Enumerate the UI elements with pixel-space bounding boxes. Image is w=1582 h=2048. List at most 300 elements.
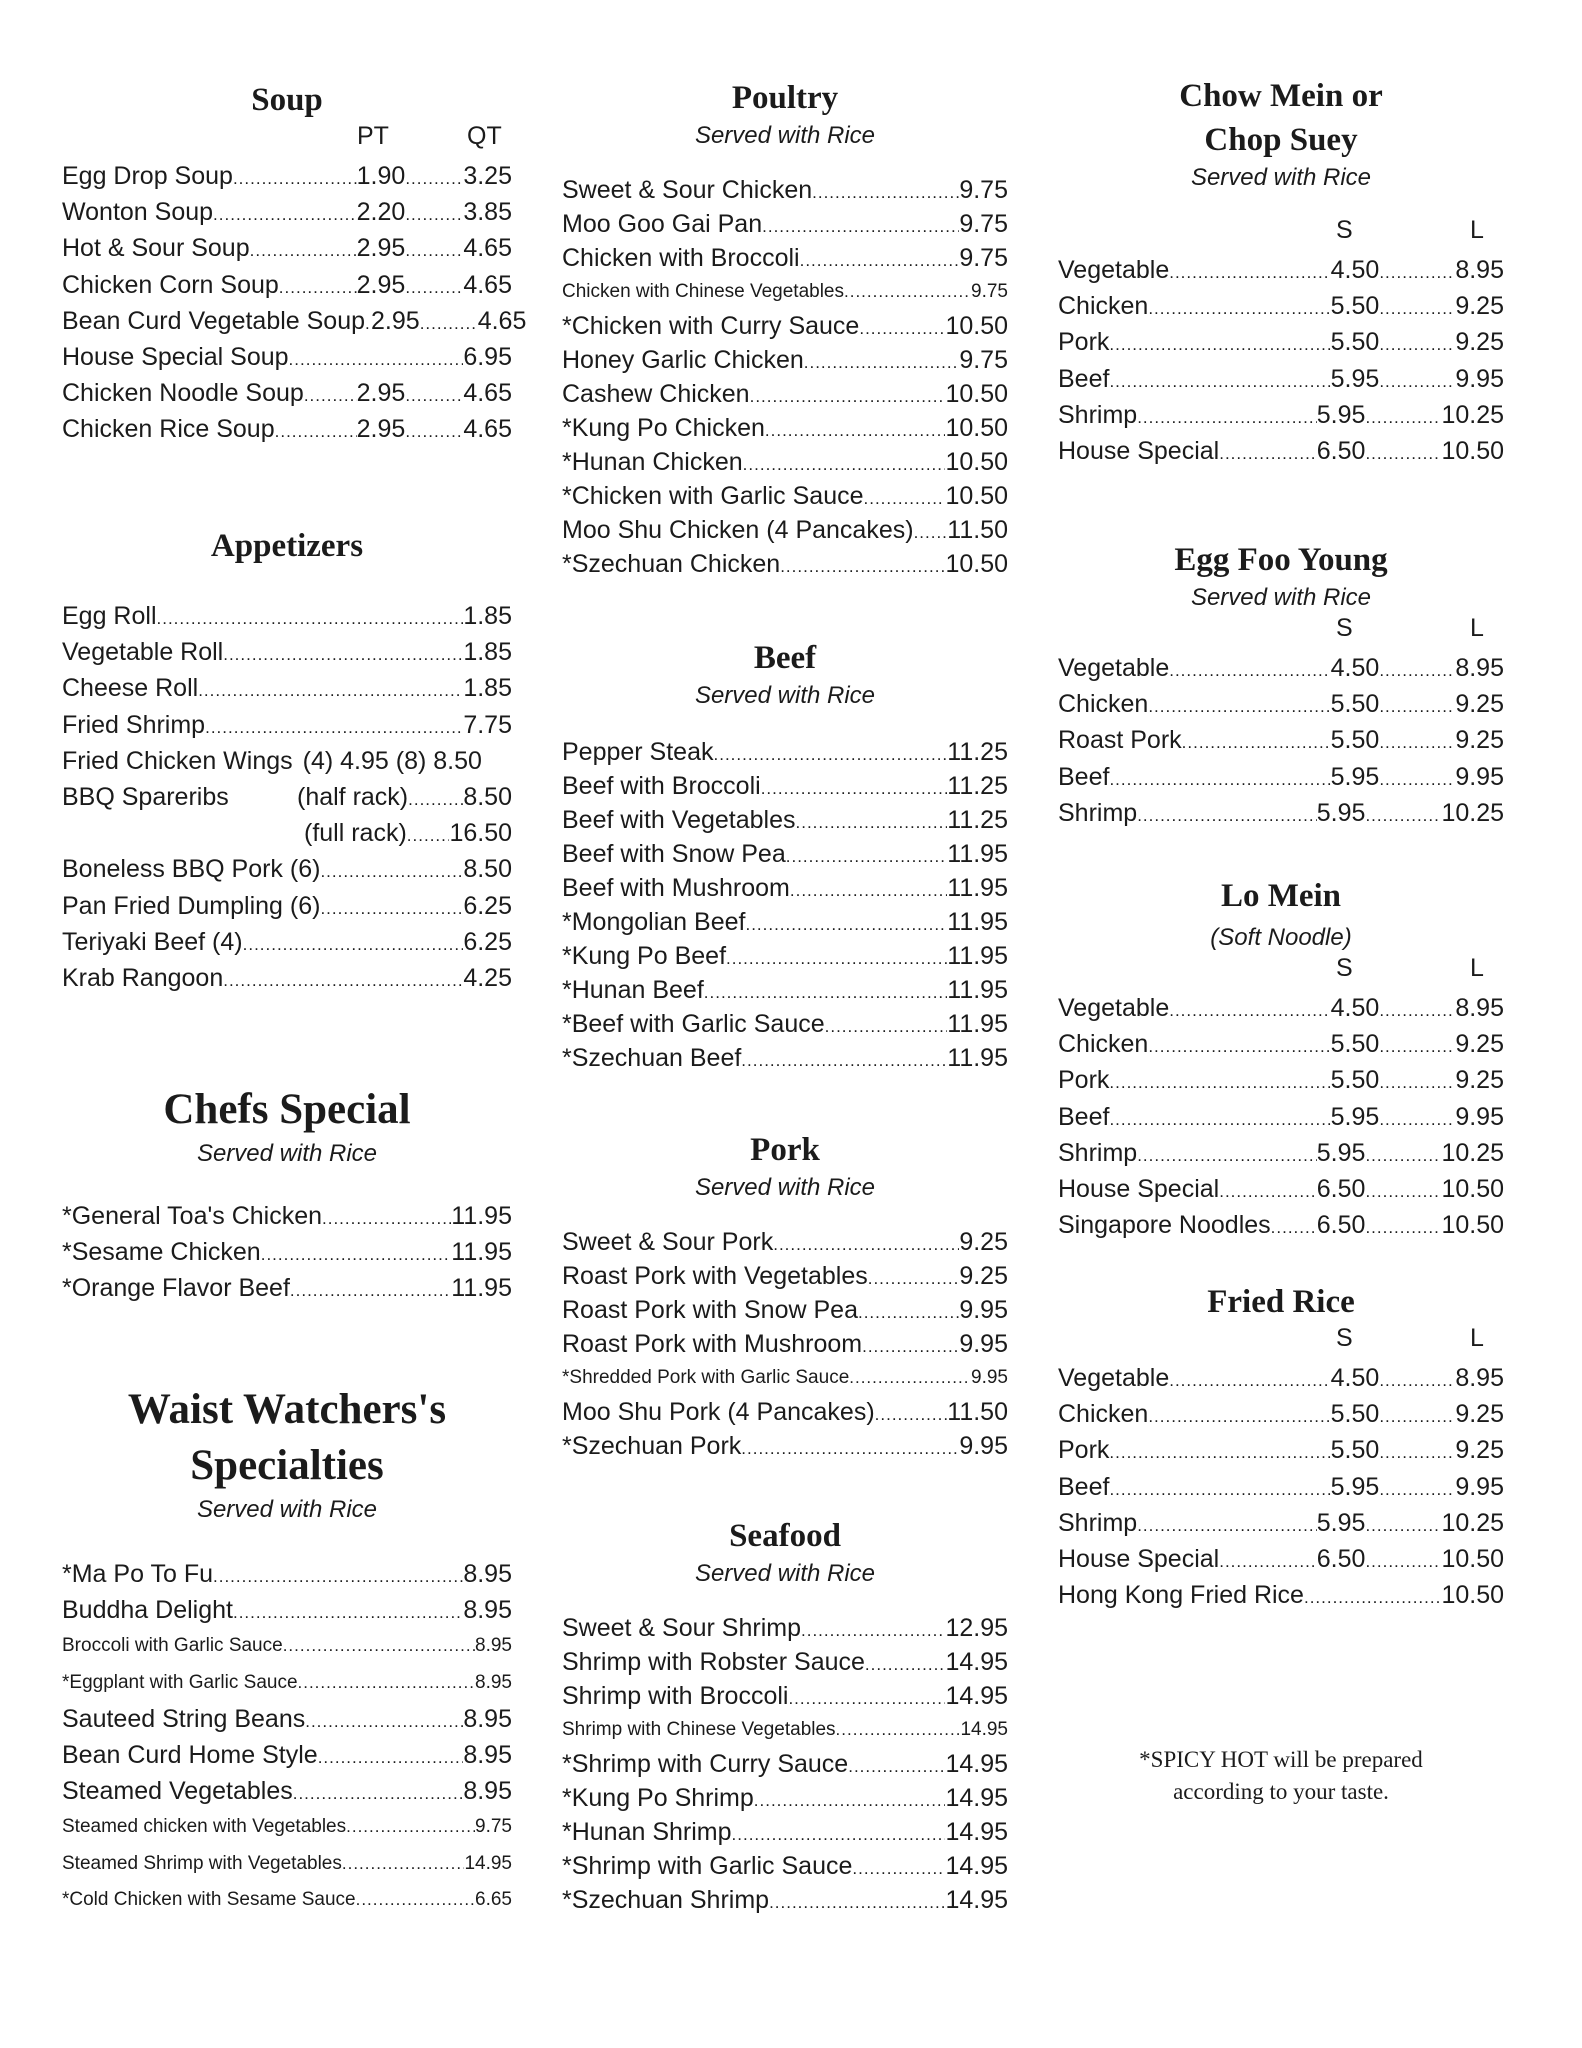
item-name: Moo Shu Chicken (4 Pancakes) [562, 516, 914, 544]
item-price: 14.95 [945, 1886, 1008, 1914]
item-name: *Mongolian Beef [562, 908, 746, 936]
section-subtitle: Served with Rice [694, 1560, 876, 1587]
item-price: 11.95 [947, 976, 1008, 1004]
item-price-small: 5.50 [1330, 292, 1380, 321]
item-name: Steamed chicken with Vegetables [62, 1816, 347, 1838]
item-name: Broccoli with Garlic Sauce [62, 1635, 283, 1657]
beef-section [562, 636, 1008, 1074]
leader-dots [1379, 759, 1455, 798]
section-subtitle: Served with Rice [1190, 584, 1372, 611]
leader-dots [157, 598, 464, 637]
item-name: *Szechuan Pork [562, 1432, 742, 1460]
item-price: 11.95 [451, 1238, 512, 1267]
item-name: Chicken Corn Soup [62, 270, 279, 299]
size-label-s: S [1336, 216, 1353, 244]
leader-dots [405, 158, 463, 197]
item-price: (4) 4.95 (8) 8.50 [302, 746, 482, 775]
leader-dots [1379, 361, 1455, 400]
item-price-small: 6.50 [1316, 1211, 1366, 1240]
item-price: 8.95 [463, 1777, 512, 1806]
size-header [1058, 954, 1504, 990]
menu-item [1058, 1469, 1504, 1505]
item-name: House Special Soup [62, 342, 289, 371]
item-price-small: 5.95 [1330, 1472, 1380, 1501]
item-name: Vegetable [1058, 256, 1170, 284]
menu-item [1058, 324, 1504, 360]
item-name: Shrimp [1058, 1138, 1138, 1167]
leader-dots [305, 1701, 463, 1740]
leader-dots [1365, 1171, 1441, 1210]
item-price-large: 8.95 [1455, 654, 1504, 682]
menu-item [562, 1326, 1008, 1360]
menu-item [62, 598, 512, 634]
item-name: Sauteed String Beans [62, 1704, 306, 1733]
menu-item [562, 1428, 1008, 1462]
menu-item [62, 888, 512, 924]
item-name: *Szechuan Beef [562, 1044, 742, 1072]
size-label-pt: PT [357, 122, 389, 150]
item-name: Boneless BBQ Pork (6) [62, 855, 321, 884]
leader-dots [1365, 1541, 1441, 1580]
section-title: Fried Rice [1207, 1284, 1355, 1320]
leader-dots [261, 1234, 452, 1273]
menu-item [562, 478, 1008, 512]
menu-item [562, 444, 1008, 478]
menu-item [1058, 397, 1504, 433]
item-price-large: 8.95 [1455, 1364, 1504, 1392]
menu-item [62, 1882, 512, 1918]
item-name: Chicken [1058, 1400, 1149, 1429]
section-title: Beef [753, 640, 817, 676]
item-name: *Szechuan Shrimp [562, 1886, 770, 1914]
item-price-large: 10.50 [1441, 1211, 1504, 1240]
leader-dots [243, 924, 464, 963]
leader-dots [223, 960, 463, 999]
item-name: Beef [1058, 364, 1110, 393]
item-price: 14.95 [945, 1784, 1008, 1812]
item-price: 11.25 [947, 772, 1008, 800]
menu-item [62, 707, 512, 743]
item-name: House Special [1058, 1544, 1220, 1573]
item-price-qt: 4.65 [477, 306, 527, 335]
item-price-pt: 2.95 [356, 379, 406, 408]
item-price: 9.25 [959, 1262, 1008, 1290]
menu-item [1058, 795, 1504, 831]
item-name: Wonton Soup [62, 198, 214, 227]
item-name: Egg Drop Soup [62, 162, 233, 190]
item-price-small: 4.50 [1330, 654, 1380, 682]
item-list [562, 1224, 1008, 1462]
size-header [1058, 1324, 1504, 1360]
item-name: Beef with Vegetables [562, 806, 796, 834]
leader-dots [1109, 324, 1330, 363]
spicy-note-line2: according to your taste. [1173, 1779, 1389, 1804]
size-label-l: L [1470, 216, 1484, 244]
menu-item [562, 802, 1008, 836]
item-name: Vegetable [1058, 994, 1170, 1022]
item-list [62, 1198, 512, 1307]
item-name: Shrimp [1058, 798, 1138, 827]
item-name: *Cold Chicken with Sesame Sauce [62, 1888, 356, 1910]
leader-dots [213, 1556, 463, 1595]
menu-item [62, 851, 512, 887]
item-price-small: 5.50 [1330, 1436, 1380, 1465]
item-name: *Shredded Pork with Garlic Sauce [562, 1367, 850, 1388]
item-price: 11.25 [947, 738, 1008, 766]
item-price-small: 5.95 [1316, 1138, 1366, 1167]
item-price-qt: 4.65 [463, 234, 512, 263]
leader-dots [275, 411, 357, 450]
item-price: 11.95 [947, 840, 1008, 868]
item-price-small: 5.50 [1330, 1030, 1380, 1059]
menu-item [62, 303, 527, 339]
leader-dots [741, 1428, 959, 1467]
leader-dots [1169, 252, 1330, 291]
item-price: 16.50 [449, 819, 512, 848]
leader-dots [250, 230, 357, 269]
item-name: *Hunan Shrimp [562, 1818, 732, 1846]
appetizers-section [62, 524, 512, 996]
leader-dots [1379, 324, 1455, 363]
section-title: Pork [750, 1132, 820, 1168]
item-price: 10.50 [945, 482, 1008, 510]
leader-dots [405, 411, 463, 450]
menu-item [562, 972, 1008, 1006]
item-name: BBQ Spareribs [62, 782, 229, 811]
item-price: 9.75 [475, 1816, 512, 1838]
item-price: 11.95 [947, 1010, 1008, 1038]
size-label-l: L [1470, 614, 1484, 642]
item-name: *Szechuan Chicken [562, 550, 781, 578]
menu-item [1058, 722, 1504, 758]
menu-item [562, 1746, 1008, 1780]
menu-item [62, 1198, 512, 1234]
item-price: 9.75 [959, 244, 1008, 272]
leader-dots [1379, 650, 1455, 689]
item-price-small: 5.95 [1330, 762, 1380, 791]
leader-dots [1379, 722, 1455, 761]
pork-section [562, 1128, 1008, 1462]
item-name: Chicken with Chinese Vegetables [562, 281, 845, 302]
menu-item [62, 1234, 512, 1270]
menu-item [62, 634, 512, 670]
item-name: Cheese Roll [62, 674, 199, 703]
menu-item [562, 512, 1008, 546]
leader-dots [741, 1040, 947, 1079]
leader-dots [1379, 1432, 1455, 1471]
item-price: 8.95 [463, 1560, 512, 1588]
section-subtitle: Served with Rice [694, 1174, 876, 1201]
item-price-small: 5.50 [1330, 690, 1380, 719]
item-price: 11.25 [947, 806, 1008, 834]
item-name: *Kung Po Chicken [562, 414, 765, 442]
item-price-small: 6.50 [1316, 1544, 1366, 1573]
menu-item [562, 274, 1008, 308]
item-price-qt: 3.85 [463, 198, 512, 227]
item-price: 9.95 [971, 1367, 1008, 1388]
item-price: 9.75 [959, 210, 1008, 238]
item-price-large: 8.95 [1455, 256, 1504, 284]
menu-item [562, 1882, 1008, 1916]
item-name: Pork [1058, 328, 1110, 357]
item-name: *Hunan Chicken [562, 448, 743, 476]
leader-dots [1365, 1207, 1441, 1246]
section-title-line1: Chow Mein or [1179, 78, 1383, 114]
leader-dots [836, 1712, 961, 1748]
menu-item [62, 815, 512, 851]
spicy-note [1058, 1744, 1504, 1808]
leader-dots [213, 194, 357, 233]
leader-dots [290, 1270, 451, 1309]
item-name: Fried Chicken Wings [62, 746, 293, 775]
item-price-large: 9.25 [1455, 1030, 1504, 1059]
leader-dots [1365, 795, 1441, 834]
item-name: *Chicken with Curry Sauce [562, 312, 860, 340]
item-name: Sweet & Sour Chicken [562, 176, 813, 204]
section-subtitle: Served with Rice [694, 122, 876, 149]
menu-item [562, 938, 1008, 972]
item-name: *Kung Po Beef [562, 942, 727, 970]
menu-item [562, 734, 1008, 768]
size-label-s: S [1336, 954, 1353, 982]
item-price-small: 5.50 [1330, 1400, 1380, 1429]
leader-dots [1365, 433, 1441, 472]
item-detail: (full rack) [304, 819, 407, 848]
leader-dots [769, 1882, 945, 1921]
item-price: 10.50 [945, 550, 1008, 578]
leader-dots [408, 779, 463, 818]
leader-dots [1148, 1026, 1330, 1065]
leader-dots [342, 1846, 465, 1882]
item-price-small: 4.50 [1330, 1364, 1380, 1392]
item-price-large: 9.25 [1455, 690, 1504, 719]
menu-item [562, 1224, 1008, 1258]
item-price: 14.95 [945, 1750, 1008, 1778]
menu-item [562, 1006, 1008, 1040]
leader-dots [1379, 252, 1455, 291]
leader-dots [1109, 361, 1330, 400]
item-price: 8.50 [463, 782, 512, 811]
item-name: *Eggplant with Garlic Sauce [62, 1671, 298, 1693]
leader-dots [198, 670, 463, 709]
item-price-qt: 3.25 [463, 162, 512, 190]
section-subtitle: Served with Rice [196, 1496, 378, 1523]
section-title: Seafood [729, 1518, 841, 1554]
item-price-large: 9.25 [1455, 1436, 1504, 1465]
item-price: 11.95 [947, 942, 1008, 970]
leader-dots [356, 1882, 475, 1918]
leader-dots [1109, 759, 1330, 798]
menu-item [62, 230, 512, 266]
poultry-section [562, 76, 1008, 580]
menu-item [62, 1592, 512, 1628]
item-name: *Kung Po Shrimp [562, 1784, 754, 1812]
menu-item [62, 960, 512, 996]
item-price-small: 5.95 [1330, 1102, 1380, 1131]
menu-item [62, 267, 512, 303]
item-price: 1.85 [463, 602, 512, 630]
menu-item [1058, 990, 1504, 1026]
item-name: *Beef with Garlic Sauce [562, 1010, 825, 1038]
item-name: *Shrimp with Curry Sauce [562, 1750, 849, 1778]
menu-item [62, 1701, 512, 1737]
item-price-large: 9.95 [1455, 364, 1504, 393]
leader-dots [1137, 397, 1317, 436]
section-title-line2: Chop Suey [1204, 122, 1358, 158]
item-name: *Chicken with Garlic Sauce [562, 482, 864, 510]
leader-dots [405, 267, 463, 306]
item-price: 14.95 [945, 1648, 1008, 1676]
menu-item [1058, 1171, 1504, 1207]
leader-dots [1109, 1062, 1330, 1101]
leader-dots [318, 1737, 464, 1776]
item-list [562, 1610, 1008, 1916]
item-price: 9.95 [959, 1432, 1008, 1460]
item-price-qt: 4.65 [463, 379, 512, 408]
leader-dots [1109, 1099, 1330, 1138]
item-price: 11.95 [947, 874, 1008, 902]
menu-item [562, 410, 1008, 444]
item-name: Vegetable [1058, 1364, 1170, 1392]
item-list [62, 1556, 512, 1918]
item-name: Chicken Rice Soup [62, 415, 275, 444]
item-name: Roast Pork with Snow Pea [562, 1296, 858, 1324]
item-price: 6.25 [463, 927, 512, 956]
item-price-large: 10.50 [1441, 1544, 1504, 1573]
item-name: Beef [1058, 762, 1110, 791]
menu-item [62, 1809, 512, 1845]
item-name: Beef with Mushroom [562, 874, 790, 902]
item-name: Vegetable Roll [62, 638, 224, 667]
leader-dots [320, 851, 463, 890]
section-title-line2: Specialties [190, 1442, 384, 1489]
item-price: 10.50 [945, 312, 1008, 340]
leader-dots [1219, 1541, 1317, 1580]
menu-item [62, 1773, 512, 1809]
leader-dots [405, 375, 463, 414]
menu-item [562, 836, 1008, 870]
item-name: *General Toa's Chicken [62, 1202, 323, 1230]
item-name: Sweet & Sour Pork [562, 1228, 774, 1256]
menu-item [562, 1360, 1008, 1394]
menu-item [562, 206, 1008, 240]
leader-dots [322, 1198, 451, 1237]
menu-item [62, 194, 512, 230]
item-name: Chicken with Broccoli [562, 244, 800, 272]
item-price-small: 5.95 [1316, 400, 1366, 429]
item-price-large: 9.25 [1455, 328, 1504, 357]
item-price: 4.25 [463, 963, 512, 992]
item-name: Beef with Snow Pea [562, 840, 786, 868]
section-title-line1: Waist Watchers's [127, 1386, 447, 1433]
section-subtitle: Served with Rice [196, 1140, 378, 1167]
menu-item [562, 1292, 1008, 1326]
item-price: 7.75 [463, 710, 512, 739]
item-price-large: 9.95 [1455, 762, 1504, 791]
soup-section [62, 78, 527, 448]
item-price: 1.85 [463, 638, 512, 667]
leader-dots [1379, 686, 1455, 725]
size-label-s: S [1336, 614, 1353, 642]
egg-foo-young-section [1058, 538, 1504, 831]
leader-dots [405, 194, 463, 233]
item-name: Shrimp [1058, 1508, 1138, 1537]
size-header [62, 122, 512, 158]
menu-item [562, 240, 1008, 274]
item-price-pt: 2.95 [356, 234, 406, 263]
item-price: 11.95 [451, 1202, 512, 1230]
menu-item [562, 308, 1008, 342]
menu-item [62, 670, 512, 706]
menu-item [1058, 1396, 1504, 1432]
leader-dots [407, 815, 450, 854]
item-price: 8.95 [463, 1596, 512, 1625]
item-name: Beef [1058, 1472, 1110, 1501]
item-price-small: 5.50 [1330, 328, 1380, 357]
item-price-large: 9.25 [1455, 292, 1504, 321]
item-name: Moo Goo Gai Pan [562, 210, 763, 238]
item-price-large: 8.95 [1455, 994, 1504, 1022]
menu-item [562, 1644, 1008, 1678]
size-label-qt: QT [467, 122, 502, 150]
leader-dots [1148, 1396, 1330, 1435]
leader-dots [1365, 397, 1441, 436]
menu-item [1058, 1541, 1504, 1577]
menu-item [1058, 650, 1504, 686]
item-price-large: 10.50 [1441, 1174, 1504, 1203]
menu-item [1058, 433, 1504, 469]
item-name: House Special [1058, 1174, 1220, 1203]
item-name: Chicken [1058, 292, 1149, 321]
leader-dots [346, 1809, 475, 1845]
item-price-large: 10.25 [1441, 798, 1504, 827]
item-name: Bean Curd Home Style [62, 1740, 318, 1769]
leader-dots [1137, 1135, 1317, 1174]
menu-item [62, 779, 512, 815]
leader-dots [320, 888, 463, 927]
leader-dots [1379, 1062, 1455, 1101]
leader-dots [1379, 990, 1455, 1029]
item-price: 14.95 [960, 1719, 1008, 1740]
item-list [62, 158, 527, 448]
item-name: Roast Pork with Mushroom [562, 1330, 863, 1358]
item-list [562, 172, 1008, 580]
menu-item [1058, 759, 1504, 795]
menu-item [1058, 1207, 1504, 1243]
leader-dots [298, 1665, 476, 1701]
item-price-small: 5.95 [1316, 1508, 1366, 1537]
item-price: 8.50 [463, 855, 512, 884]
menu-item [562, 1780, 1008, 1814]
item-name: Vegetable [1058, 654, 1170, 682]
item-name: Sweet & Sour Shrimp [562, 1614, 801, 1642]
section-title: Lo Mein [1220, 878, 1342, 914]
item-name: Steamed Vegetables [62, 1777, 293, 1806]
item-price-large: 10.25 [1441, 400, 1504, 429]
item-price: 6.65 [475, 1888, 512, 1910]
item-price: 10.50 [945, 448, 1008, 476]
leader-dots [279, 267, 357, 306]
menu-item [1058, 1135, 1504, 1171]
item-price: 14.95 [945, 1852, 1008, 1880]
item-price: 11.50 [947, 1398, 1008, 1426]
section-title: Poultry [731, 80, 839, 116]
item-price-small: 5.50 [1330, 1066, 1380, 1095]
item-price-small: 5.50 [1330, 726, 1380, 755]
leader-dots [293, 1773, 464, 1812]
item-name: *Orange Flavor Beef [62, 1274, 290, 1303]
menu-item [62, 339, 512, 375]
